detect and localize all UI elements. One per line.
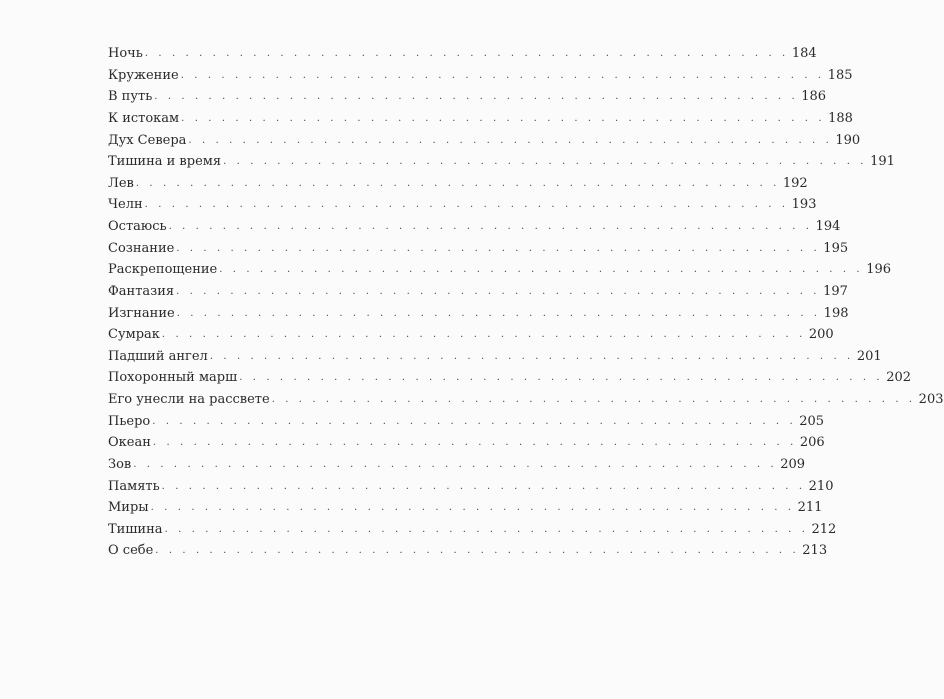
toc-entry-page-number: 190 [835, 132, 861, 148]
dot-leader: . . . . . . . . . . . . . . . . . . . . . . . . . . . . . . . . . . . . . . . . . . . . . . . . [144, 48, 789, 59]
toc-entry-page-number: 201 [856, 348, 882, 364]
toc-entry [108, 151, 895, 173]
toc-entry-title: Тишина и время [108, 154, 222, 170]
toc-entry [108, 346, 882, 368]
table-of-contents [108, 43, 944, 562]
dot-leader: . . . . . . . . . . . . . . . . . . . . . . . . . . . . . . . . . . . . . . . . . . . . . . . . [144, 199, 789, 211]
toc-entry [108, 194, 817, 216]
toc-entry-page-number: 191 [870, 154, 895, 170]
toc-entry-title: Его унесли на рассвете [108, 392, 270, 407]
toc-entry-page-number: 185 [827, 67, 853, 83]
toc-entry-title: Похоронный марш [108, 370, 238, 386]
toc-entry-title: Сумрак [108, 327, 160, 343]
dot-leader: . . . . . . . . . . . . . . . . . . . . . . . . . . . . . . . . . . . . . . . . . . . . . . . . [152, 415, 797, 427]
toc-entry-page-number: 186 [801, 89, 827, 105]
toc-entry [108, 389, 944, 411]
toc-entry-page-number: 205 [799, 413, 825, 429]
toc-entry-title: К истокам [108, 110, 180, 126]
toc-entry-title: Изгнание [108, 305, 175, 321]
toc-entry-title: Падший ангел [108, 348, 208, 364]
toc-entry-title: Зов [108, 456, 132, 472]
toc-entry-page-number: 197 [823, 283, 848, 299]
toc-entry-title: Дух Севера [108, 132, 187, 148]
toc-entry-page-number: 209 [780, 456, 806, 472]
toc-entry-title: Тишина [108, 521, 163, 537]
dot-leader: . . . . . . . . . . . . . . . . . . . . . . . . . . . . . . . . . . . . . . . . . . . . . . . . [155, 545, 800, 557]
toc-entry-title: Раскрепощение [108, 262, 218, 278]
toc-entry-title: Пьеро [108, 413, 151, 429]
toc-entry [108, 238, 849, 260]
dot-leader: . . . . . . . . . . . . . . . . . . . . . . . . . . . . . . . . . . . . . . . . . . . . . . . . [180, 69, 825, 81]
dot-leader: . . . . . . . . . . . . . . . . . . . . . . . . . . . . . . . . . . . . . . . . . . . . . . . . [271, 394, 916, 405]
toc-entry-page-number: 188 [828, 110, 853, 126]
toc-entry-page-number: 202 [886, 370, 912, 386]
toc-entry-title: Ночь [108, 46, 143, 61]
toc-entry [108, 43, 817, 65]
dot-leader: . . . . . . . . . . . . . . . . . . . . . . . . . . . . . . . . . . . . . . . . . . . . . . . . [152, 437, 797, 449]
toc-entry-page-number: 195 [823, 240, 849, 256]
dot-leader: . . . . . . . . . . . . . . . . . . . . . . . . . . . . . . . . . . . . . . . . . . . . . . . . [133, 458, 778, 470]
toc-entry-title: Фантазия [108, 283, 175, 299]
toc-entry-page-number: 192 [782, 175, 808, 191]
dot-leader: . . . . . . . . . . . . . . . . . . . . . . . . . . . . . . . . . . . . . . . . . . . . . . . . [164, 523, 809, 535]
toc-entry-page-number: 212 [811, 521, 837, 537]
toc-entry [108, 130, 861, 152]
toc-entry-title: Океан [108, 435, 151, 451]
toc-entry-title: О себе [108, 543, 154, 559]
toc-entry [108, 173, 808, 195]
toc-entry [108, 65, 853, 87]
dot-leader: . . . . . . . . . . . . . . . . . . . . . . . . . . . . . . . . . . . . . . . . . . . . . . . . [154, 91, 799, 103]
toc-entry-page-number: 196 [866, 262, 892, 278]
toc-entry-page-number: 213 [802, 543, 828, 559]
toc-entry-page-number: 184 [791, 46, 817, 61]
toc-entry-title: Кружение [108, 67, 179, 83]
toc-entry [108, 454, 806, 476]
dot-leader: . . . . . . . . . . . . . . . . . . . . . . . . . . . . . . . . . . . . . . . . . . . . . . . . [161, 329, 806, 341]
dot-leader: . . . . . . . . . . . . . . . . . . . . . . . . . . . . . . . . . . . . . . . . . . . . . . . . [135, 177, 780, 189]
dot-leader: . . . . . . . . . . . . . . . . . . . . . . . . . . . . . . . . . . . . . . . . . . . . . . . . [161, 480, 806, 492]
dot-leader: . . . . . . . . . . . . . . . . . . . . . . . . . . . . . . . . . . . . . . . . . . . . . . . . [188, 134, 833, 146]
toc-entry-page-number: 200 [808, 327, 834, 343]
dot-leader: . . . . . . . . . . . . . . . . . . . . . . . . . . . . . . . . . . . . . . . . . . . . . . . . [219, 264, 864, 276]
toc-entry [108, 108, 853, 130]
toc-entry-page-number: 198 [823, 305, 849, 321]
toc-entry [108, 259, 892, 281]
toc-entry-page-number: 193 [791, 197, 817, 213]
dot-leader: . . . . . . . . . . . . . . . . . . . . . . . . . . . . . . . . . . . . . . . . . . . . . . . . [150, 502, 795, 514]
toc-entry [108, 540, 828, 562]
toc-entry-title: Лев [108, 175, 134, 191]
dot-leader: . . . . . . . . . . . . . . . . . . . . . . . . . . . . . . . . . . . . . . . . . . . . . . . . [209, 350, 854, 362]
toc-entry-page-number: 206 [799, 435, 825, 451]
toc-entry [108, 324, 834, 346]
toc-entry-page-number: 194 [815, 219, 841, 234]
toc-entry-title: В путь [108, 89, 153, 105]
toc-entry-title: Остаюсь [108, 219, 167, 234]
toc-entry-page-number: 210 [808, 478, 834, 494]
toc-entry-title: Память [108, 478, 160, 494]
toc-entry [108, 216, 841, 238]
dot-leader: . . . . . . . . . . . . . . . . . . . . . . . . . . . . . . . . . . . . . . . . . . . . . . . . [176, 242, 821, 254]
toc-entry [108, 432, 825, 454]
toc-entry-title: Сознание [108, 240, 175, 256]
toc-entry [108, 519, 837, 541]
dot-leader: . . . . . . . . . . . . . . . . . . . . . . . . . . . . . . . . . . . . . . . . . . . . . . . . [168, 221, 813, 232]
toc-entry [108, 303, 849, 325]
toc-entry-page-number: 211 [797, 500, 823, 516]
dot-leader: . . . . . . . . . . . . . . . . . . . . . . . . . . . . . . . . . . . . . . . . . . . . . . . . [239, 372, 884, 384]
toc-entry [108, 281, 848, 303]
dot-leader: . . . . . . . . . . . . . . . . . . . . . . . . . . . . . . . . . . . . . . . . . . . . . . . . [223, 156, 868, 168]
toc-entry [108, 497, 823, 519]
dot-leader: . . . . . . . . . . . . . . . . . . . . . . . . . . . . . . . . . . . . . . . . . . . . . . . . [176, 285, 821, 297]
toc-entry [108, 86, 827, 108]
toc-entry-title: Миры [108, 500, 149, 516]
dot-leader: . . . . . . . . . . . . . . . . . . . . . . . . . . . . . . . . . . . . . . . . . . . . . . . . [176, 307, 821, 319]
toc-entry [108, 411, 825, 433]
dot-leader: . . . . . . . . . . . . . . . . . . . . . . . . . . . . . . . . . . . . . . . . . . . . . . . . [181, 112, 826, 124]
toc-entry [108, 476, 834, 498]
toc-entry [108, 367, 912, 389]
toc-entry-page-number: 203 [918, 392, 944, 407]
toc-entry-title: Челн [108, 197, 143, 213]
